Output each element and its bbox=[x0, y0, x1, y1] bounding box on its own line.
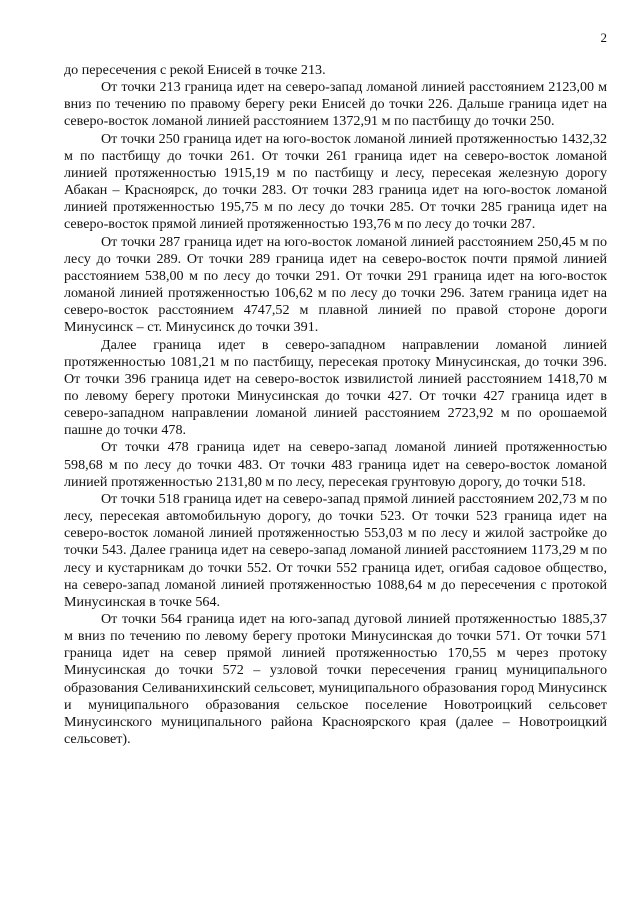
paragraph-point-250: От точки 250 граница идет на юго-восток ломаной линией протяженностью 1432,32 м по пастбищу до точки 261. От точки 261 граница идет на северо-восток ломаной линией протяженностью 1915,19 м по пастбищу и лесу, пересекая железную дорогу Абакан – Красноярск, до точки 283. От точки 283 граница идет на юго-восток ломаной линией протяженностью 195,75 м по лесу до точки 285. От точки 285 граница идет на северо-восток прямой линией протяженностью 193,76 м по лесу до точки 287. bbox=[64, 130, 607, 233]
paragraph-point-564: От точки 564 граница идет на юго-запад дуговой линией протяженностью 1885,37 м вниз по течению по левому берегу протоки Минусинская до точки 571. От точки 571 граница идет на север прямой линией протяженностью 170,55 м через протоку Минусинская до точки 572 – узловой точки пересечения границ муниципального образования Селиванихинский сельсовет, муниципального образования город Минусинск и муниципального образования сельское поселение Новотроицкий сельсовет Минусинского муниципального района Красноярского края (далее – Новотроицкий сельсовет). bbox=[64, 611, 607, 748]
document-body bbox=[64, 62, 607, 748]
paragraph-continuation: до пересечения с рекой Енисей в точке 213. bbox=[64, 62, 326, 78]
paragraph-point-391: Далее граница идет в северо-западном направлении ломаной линией протяженностью 1081,21 м по пастбищу, пересекая протоку Минусинская, до точки 396. От точки 396 граница идет на северо-восток извилистой линией расстоянием 1418,70 м по левому берегу протоки Минусинская до точки 427. От точки 427 граница идет в северо-западном направлении ломаной линией расстоянием 2723,92 м по орошаемой пашне до точки 478. bbox=[64, 336, 607, 439]
paragraph-point-287: От точки 287 граница идет на юго-восток ломаной линией расстоянием 250,45 м по лесу до точки 289. От точки 289 граница идет на северо-восток почти прямой линией расстоянием 538,00 м по лесу до точки 291. От точки 291 граница идет на юго-восток ломаной линией протяженностью 106,62 м по лесу до точки 296. Затем граница идет на северо-восток расстоянием 4747,52 м плавной линией по правой стороне дороги Минусинск – ст. Минусинск до точки 391. bbox=[64, 233, 607, 336]
paragraph-point-518: От точки 518 граница идет на северо-запад прямой линией расстоянием 202,73 м по лесу, пересекая автомобильную дорогу, до точки 523. От точки 523 граница идет на северо-восток ломаной линией протяженностью 553,03 м по лесу и жилой застройке до точки 543. Далее граница идет на северо-запад ломаной линией расстоянием 1173,29 м по лесу и кустарникам до точки 552. От точки 552 граница идет, огибая садовое общество, на северо-запад ломаной линией протяженностью 1088,64 м до пересечения с протокой Минусинская в точке 564. bbox=[64, 490, 607, 610]
paragraph-point-478: От точки 478 граница идет на северо-запад ломаной линией протяженностью 598,68 м по лесу до точки 483. От точки 483 граница идет на северо-восток ломаной линией протяженностью 2131,80 м по лесу, пересекая грунтовую дорогу, до точки 518. bbox=[64, 439, 607, 490]
paragraph-point-213: От точки 213 граница идет на северо-запад ломаной линией расстоянием 2123,00 м вниз по течению по правому берегу реки Енисей до точки 226. Дальше граница идет на северо-восток ломаной линией расстоянием 1372,91 м по пастбищу до точки 250. bbox=[64, 79, 607, 130]
page-number: 2 bbox=[600, 30, 607, 45]
